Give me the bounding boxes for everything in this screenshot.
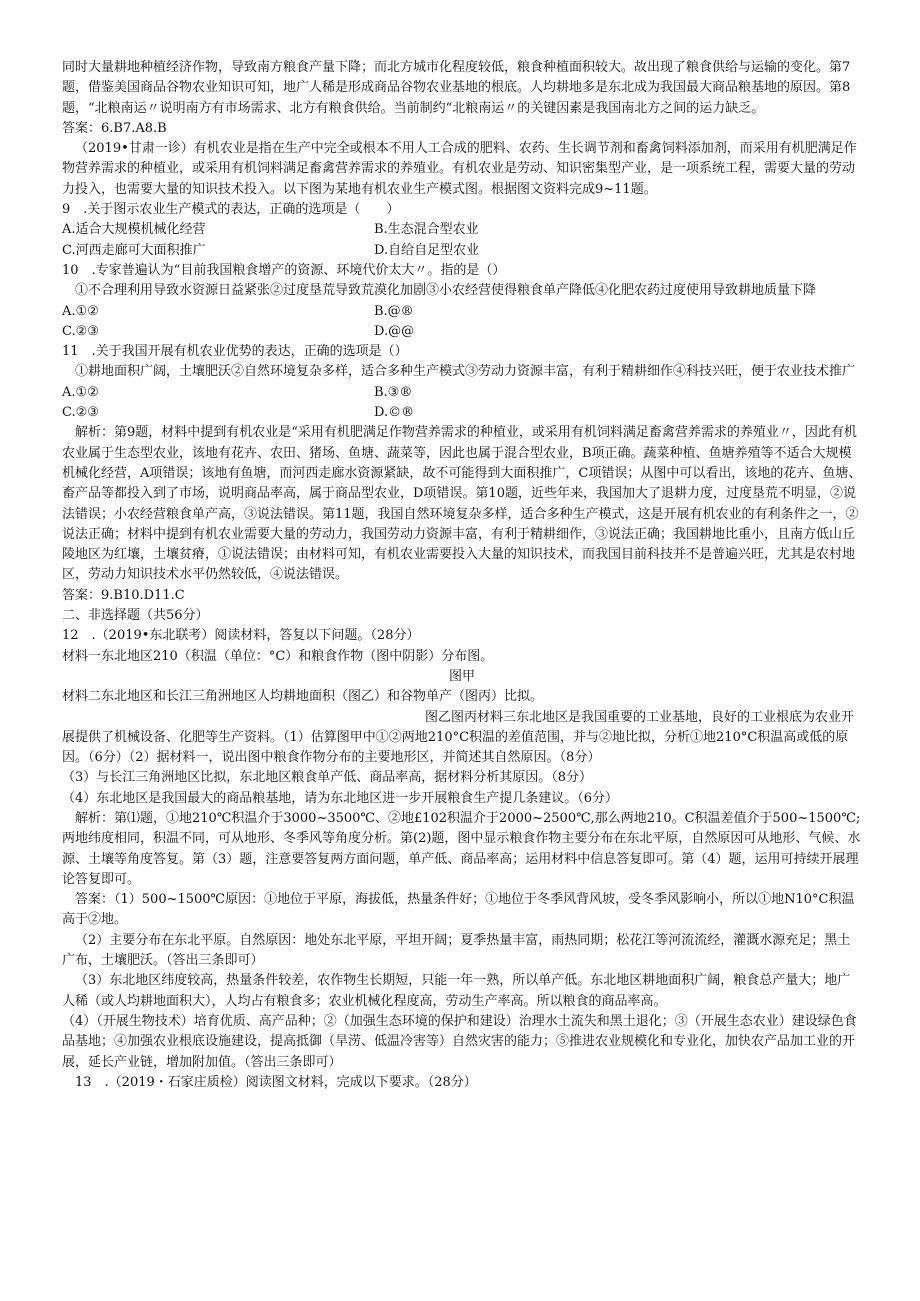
option-text: B.@® — [374, 303, 414, 319]
document-page — [62, 58, 862, 1093]
text-line: 图甲 — [448, 668, 475, 684]
option-row — [62, 302, 862, 322]
text-line: （4）东北地区是我国最大的商品粮基地，请为东北地区进一步开展粮食生产提几条建议。（6分） — [62, 790, 619, 806]
text-line: 答案：（1）500~1500℃原因：①地位于平原，海拔低，热量条件好；①地位于冬季风背风坡，受冬季风影响小，所以①地N10°C积温高于②地。 — [62, 892, 855, 928]
text-line: （3）东北地区纬度较高，热量条件较差，农作物生长期短，只能一年一熟，所以单产低。东北地区耕地面积广阔，粮食总产量大；地广人稀（或人均耕地面积大），人均占有粮食多；农业机械化程度高，劳动生产率高。所以粮食的商品率高。 — [62, 973, 851, 1009]
text-line: 10 .专家普遍认为“目前我国粮食增产的资源、环境代价太大〃。指的是（） — [62, 262, 506, 278]
text-line: 13 .（2019・石家庄质检）阅读图文材料，完成以下要求。（28分） — [75, 1074, 477, 1090]
text-line: 材料一东北地区210（积温（单位：°C）和粮食作物（图中阴影）分布图。 — [62, 648, 494, 664]
text-line: 图乙图丙材料三东北地区是我国重要的工业基地，良好的工业根底为农业开展提供了机械设备、化肥等生产资料。（1）估算图甲中①②两地210°C积温的差值范围，并与②地比拟，分析①地210°C积温高或低的原因。（6分）（2）据材料一，说出图中粮食作物分布的主要地形区，并简述其自然原因。（8分） — [62, 709, 855, 766]
option-text: D.自给自足型农业 — [374, 242, 480, 258]
text-line: ①不合理利用导致水资源日益紧张②过度垦荒导致荒漠化加剧③小农经营使得粮食单产降低④化肥农药过度使用导致耕地质量下降 — [75, 283, 817, 299]
text-line: （2）主要分布在东北平原。自然原因：地处东北平原，平坦开阔；夏季热量丰富，雨热同期；松花江等河流流经，灌溉水源充足；黑土广布，土壤肥沃。（答出三条即可） — [62, 932, 851, 969]
option-row — [62, 322, 862, 342]
text-line: 同时大量耕地种植经济作物，导致南方粮食产量下降；而北方城市化程度较低，粮食种植面积较大。故出现了粮食供给与运输的变化。第7题，借鉴美国商品谷物农业知识可知，地广人稀是形成商品谷物农业基地的根底。人均耕地多是东北成为我国最大商品粮基地的原因。第8题，“北粮南运〃说明南方有市场需求、北方有粮食供给。当前制约“北粮南运〃的关键因素是我国南北方之间的运力缺乏。 — [62, 60, 851, 116]
text-line: 解析：第9题，材料中提到有机农业是“采用有机肥满足作物营养需求的种植业，或采用有机饲料满足畜禽营养需求的养殖业〃，因此有机农业属于生态型农业，该地有花卉、农田、猪场、鱼塘、蔬菜等，因此也属于混合型农业，B项正确。蔬菜种植、鱼塘养殖等不适合大规模机械化经营，A项错误；该地有鱼塘，而河西走廊水资源紧缺，故不可能得到大面积推广，C项错误；从图中可以看出，该地的花卉、鱼塘、畜产品等都投入到了市场，说明商品率高，属于商品型农业，D项错误。第10题，近些年来，我国加大了退耕力度，过度垦荒不明显，②说法错误；小农经营粮食单产高，③说法错误。第11题，我国自然环境复杂多样，适合多种生产模式，这是开展有机农业的有利条件之一，②说法正确；材料中提到有机农业需要大量的劳动力，我国劳动力资源丰富，有利于精耕细作，③说法正确；我国耕地比重小，且南方低山丘陵地区为红壤，土壤贫瘠，①说法错误；由材料可知，有机农业需要投入大量的知识技术，而我国目前科技并不是普遍兴旺，尤其是农村地区，劳动力知识技术水平仍然较低，④说法错误。 — [62, 425, 862, 583]
option-text: C.②③ — [62, 323, 99, 339]
option-text: B.生态混合型农业 — [374, 222, 479, 238]
text-line: 答案：6.B7.A8.B — [62, 120, 167, 136]
text-line: 12 .（2019•东北联考）阅读材料，答复以下问题。（28分） — [62, 628, 420, 644]
option-row — [62, 383, 862, 403]
option-text: D.@@ — [374, 323, 415, 339]
text-line: ①耕地面积广阔，土壤肥沃②自然环境复杂多样，适合多种生产模式③劳动力资源丰富，有利于精耕细作④科技兴旺，便于农业技术推广 — [75, 364, 856, 380]
text-line: 9 .关于图示农业生产模式的表达，正确的选项是（ ） — [62, 202, 400, 218]
option-row — [62, 220, 862, 240]
option-text: B.③® — [374, 384, 413, 400]
option-text: A.①② — [62, 384, 99, 400]
option-text: C.河西走廊可大面积推广 — [62, 242, 206, 258]
option-row — [62, 403, 862, 423]
text-line: 解析：第⑴题，①地210℃积温介于3000~3500℃、②地£102积温介于2000~2500℃,那么两地210。C积温差值介于500~1500℃;两地纬度相同，积温不同，可从地形、冬季风等角度分析。第(2)题，图中显示粮食作物主要分布在东北平原，自然原因可从地形、气候、水源、土壤等角度答复。第（3）题，注意要答复两方面问题，单产低、商品率高；运用材料中信息答复即可。第（4）题，运用可持续开展理论答复即可。 — [62, 810, 861, 887]
text-line: （3）与长江三角洲地区比拟，东北地区粮食单产低、商品率高，据材料分析其原因。（8分） — [62, 770, 593, 786]
text-line: 11 .关于我国开展有机农业优势的表达，正确的选项是（） — [62, 344, 408, 360]
text-line: 材料二东北地区和长江三角洲地区人均耕地面积（图乙）和谷物单产（图丙）比拟。 — [62, 689, 544, 705]
option-row — [62, 241, 862, 261]
text-line: （2019•甘肃一诊）有机农业是指在生产中完全或根本不用人工合成的肥料、农药、生长调节剂和畜禽饲料添加剂，而采用有机肥满足作物营养需求的种植业，或采用有机饲料满足畜禽营养需求的养殖业。有机农业是劳动、知识密集型产业，是一项系统工程，需要大量的劳动力投入，也需要大量的知识技术投入。以下图为某地有机农业生产模式图。根据图文资料完成9~11题。 — [62, 141, 857, 197]
option-text: D.©® — [374, 405, 415, 421]
text-line: 答案：9.B10.D11.C — [62, 587, 185, 603]
text-line: （4）（开展生物技术）培育优质、高产品种；②（加强生态环境的保护和建设）治理水土流失和黑土退化；③（开展生态农业）建设绿色食品基地；④加强农业根底设施建设，提高抵御（旱涝、低温冷害等）自然灾害的能力；⑤推进农业规模化和专业化，加快农产品加工业的开展，延长产业链，增加附加值。（答出三条即可） — [62, 1013, 857, 1070]
option-text: A.①② — [62, 303, 99, 319]
text-line: 二、非选择题（共56分） — [62, 608, 209, 624]
option-text: C.②③ — [62, 405, 99, 421]
option-text: A.适合大规模机械化经营 — [62, 222, 206, 238]
